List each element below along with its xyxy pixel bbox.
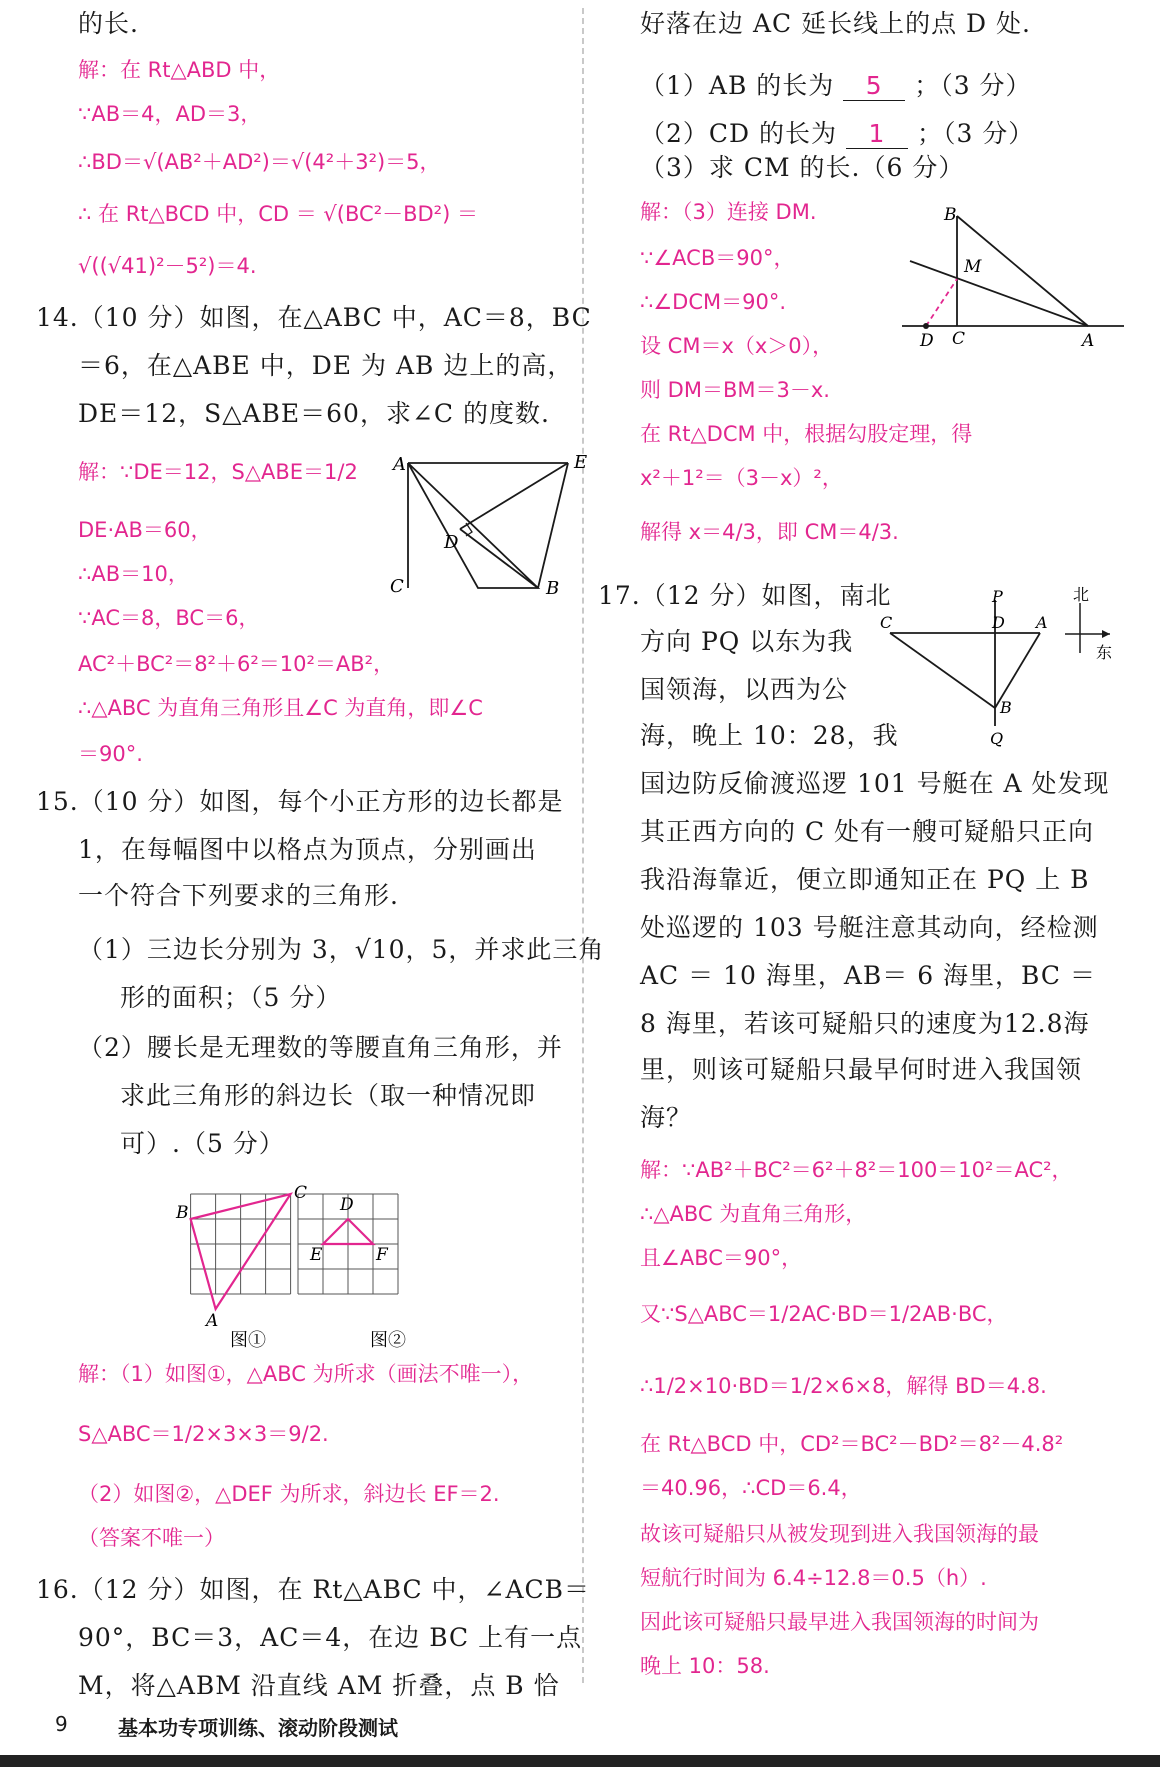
label-A: A [206,1311,219,1331]
solution-line: 在 Rt△DCM 中，根据勾股定理，得 [640,422,973,446]
q1-answer: 5 [843,71,905,101]
solution-line: 解：∵AB²＋BC²＝6²＋8²＝100＝10²＝AC²， [640,1158,1073,1182]
label-B: B [1000,698,1012,717]
solution-line: ∴△ABC 为直角三角形， [640,1202,867,1226]
question-line: DE＝12，S△ABE＝60，求∠C 的度数. [78,399,550,428]
question-line: 其正西方向的 C 处有一艘可疑船只正向 [640,817,1095,846]
q2-answer: 1 [846,119,908,149]
label-C: C [390,576,404,597]
solution-line: 解：（3）连接 DM. [640,200,817,224]
question-line: （2）腰长是无理数的等腰直角三角形，并 [78,1033,563,1062]
solution-line: 解得 x＝4/3，即 CM＝4/3. [640,520,899,544]
label-B: B [546,578,560,599]
solution-line: 且∠ABC＝90°， [640,1246,803,1270]
solution-line: ∵∠ACB＝90°， [640,246,795,270]
solution-line: 短航行时间为 6.4÷12.8＝0.5（h）. [640,1566,987,1590]
solution-line: （2）如图②，△DEF 为所求，斜边长 EF＝2. [78,1482,500,1506]
solution-line: AC²＋BC²＝8²＋6²＝10²＝AB²， [78,652,395,676]
question-line: 国领海，以西为公 [640,675,849,704]
question-line: M，将△ABM 沿直线 AM 折叠，点 B 恰 [78,1671,560,1700]
label-D: D [992,613,1005,632]
solution-line: ∴BD＝√(AB²＋AD²)＝√(4²＋3²)＝5， [78,150,441,174]
solution-line: 又∵S△ABC＝1/2AC·BD＝1/2AB·BC， [640,1302,1008,1326]
figure-16 [902,206,1127,351]
solution-line: 故该可疑船只从被发现到进入我国领海的最 [640,1522,1039,1546]
solution-line: ∴AB＝10， [78,562,189,586]
question-line: 14.（10 分）如图，在△ABC 中，AC＝8，BC [36,303,592,332]
label-A: A [393,454,406,475]
q1-tail: ；（3 分） [914,71,1032,100]
solution-line: S△ABC＝1/2×3×3＝9/2. [78,1422,329,1446]
question-line: 8 海里，若该可疑船只的速度为12.8海 [640,1009,1090,1038]
question-line: 一个符合下列要求的三角形. [78,881,399,910]
question-line: 我沿海靠近，便立即通知正在 PQ 上 B [640,865,1090,894]
solution-line: DE·AB＝60， [78,518,212,542]
question-line: 的长. [78,9,139,38]
grid-1 [191,1194,291,1294]
solution-line: ∵AB＝4，AD＝3， [78,102,262,126]
triangle-abc [408,463,538,588]
page-number: 9 [55,1712,68,1736]
question-line: 15.（10 分）如图，每个小正方形的边长都是 [36,787,564,816]
solution-line: ∵AC＝8，BC＝6， [78,606,260,630]
footer-bar [0,1755,1160,1767]
question-line: 海？ [640,1103,693,1132]
question-line: 方向 PQ 以东为我 [640,627,854,656]
label-north: 北 [1073,585,1090,604]
fold-line-dm [926,279,957,326]
question-line: （3）求 CM 的长.（6 分） [640,153,965,182]
question-line: 求此三角形的斜边长（取一种情况即 [120,1081,537,1110]
solution-line: 在 Rt△BCD 中，CD²＝BC²－BD²＝8²－4.8² [640,1432,1064,1456]
question-line: 形的面积；（5 分） [120,983,342,1012]
label-Q: Q [990,729,1004,748]
question-line: ＝6，在△ABE 中，DE 为 AB 边上的高， [78,351,574,380]
column-divider [582,8,584,1683]
solution-line: ∴ 在 Rt△BCD 中，CD ＝ √(BC²－BD²) ＝ [78,202,478,226]
question-line: 16.（12 分）如图，在 Rt△ABC 中，∠ACB＝ [36,1575,591,1604]
solution-line: 设 CM＝x（x＞0）， [640,334,834,358]
question-line: 可）.（5 分） [120,1129,285,1158]
solution-line: 因此该可疑船只最早进入我国领海的时间为 [640,1610,1039,1634]
caption-fig1: 图① [230,1330,266,1351]
label-E: E [310,1245,323,1265]
solution-line: 解：∵DE＝12，S△ABE＝1/2 [78,460,358,484]
solution-line: ＝90°. [78,742,143,766]
figure-15 [178,1184,538,1356]
question-line: 17.（12 分）如图，南北 [598,581,892,610]
solution-line: 则 DM＝BM＝3－x. [640,378,830,402]
solution-line: 晚上 10：58. [640,1654,770,1678]
question-16-part-1 [640,66,1032,102]
question-line: 处巡逻的 103 号艇注意其动向，经检测 [640,913,1099,942]
label-east: 东 [1096,643,1113,662]
question-line: 海，晚上 10：28，我 [640,721,899,750]
label-B: B [944,205,957,225]
label-E: E [574,452,588,473]
question-line: 90°，BC＝3，AC＝4，在边 BC 上有一点 [78,1623,583,1652]
question-16-part-2 [640,114,1034,150]
question-line: 好落在边 AC 延长线上的点 D 处. [640,9,1031,38]
label-P: P [992,587,1003,606]
solution-line: ∴∠DCM＝90°. [640,290,787,314]
label-M: M [964,257,982,277]
label-C: C [294,1183,308,1203]
question-line: 国边防反偷渡巡逻 101 号艇在 A 处发现 [640,769,1110,798]
solution-line: ∴1/2×10·BD＝1/2×6×8，解得 BD＝4.8. [640,1374,1047,1398]
q1-text: （1）AB 的长为 [640,71,835,100]
question-line: AC ＝ 10 海里，AB＝ 6 海里，BC ＝ [640,961,1096,990]
solution-line: 解：在 Rt△ABD 中， [78,58,281,82]
question-line: （1）三边长分别为 3，√10，5，并求此三角 [78,935,605,964]
footer-title: 基本功专项训练、滚动阶段测试 [118,1716,398,1740]
label-D: D [920,331,934,351]
solution-line: ＝40.96，∴CD＝6.4， [640,1476,862,1500]
label-A: A [1036,613,1048,632]
label-C: C [952,329,966,349]
question-line: 里，则该可疑船只最早何时进入我国领 [640,1055,1083,1084]
figure-17 [880,585,1130,748]
solution-line: （答案不唯一） [78,1526,225,1550]
label-B: B [176,1203,189,1223]
solution-line: ∴△ABC 为直角三角形且∠C 为直角，即∠C [78,696,483,720]
label-D: D [444,532,459,553]
q2-tail: ；（3 分） [916,119,1035,148]
solution-line: x²＋1²＝（3－x）²， [640,466,843,490]
page-footer [0,1712,1160,1767]
solution-line: √((√41)²－5²)＝4. [78,254,257,278]
question-line: 1，在每幅图中以格点为顶点，分别画出 [78,835,537,864]
label-C: C [880,613,893,632]
label-A: A [1082,331,1095,351]
solution-line: 解：（1）如图①，△ABC 为所求（画法不唯一）， [78,1362,534,1386]
q2-text: （2）CD 的长为 [640,119,838,148]
label-D: D [340,1195,354,1215]
caption-fig2: 图② [370,1330,406,1351]
label-F: F [376,1245,388,1265]
